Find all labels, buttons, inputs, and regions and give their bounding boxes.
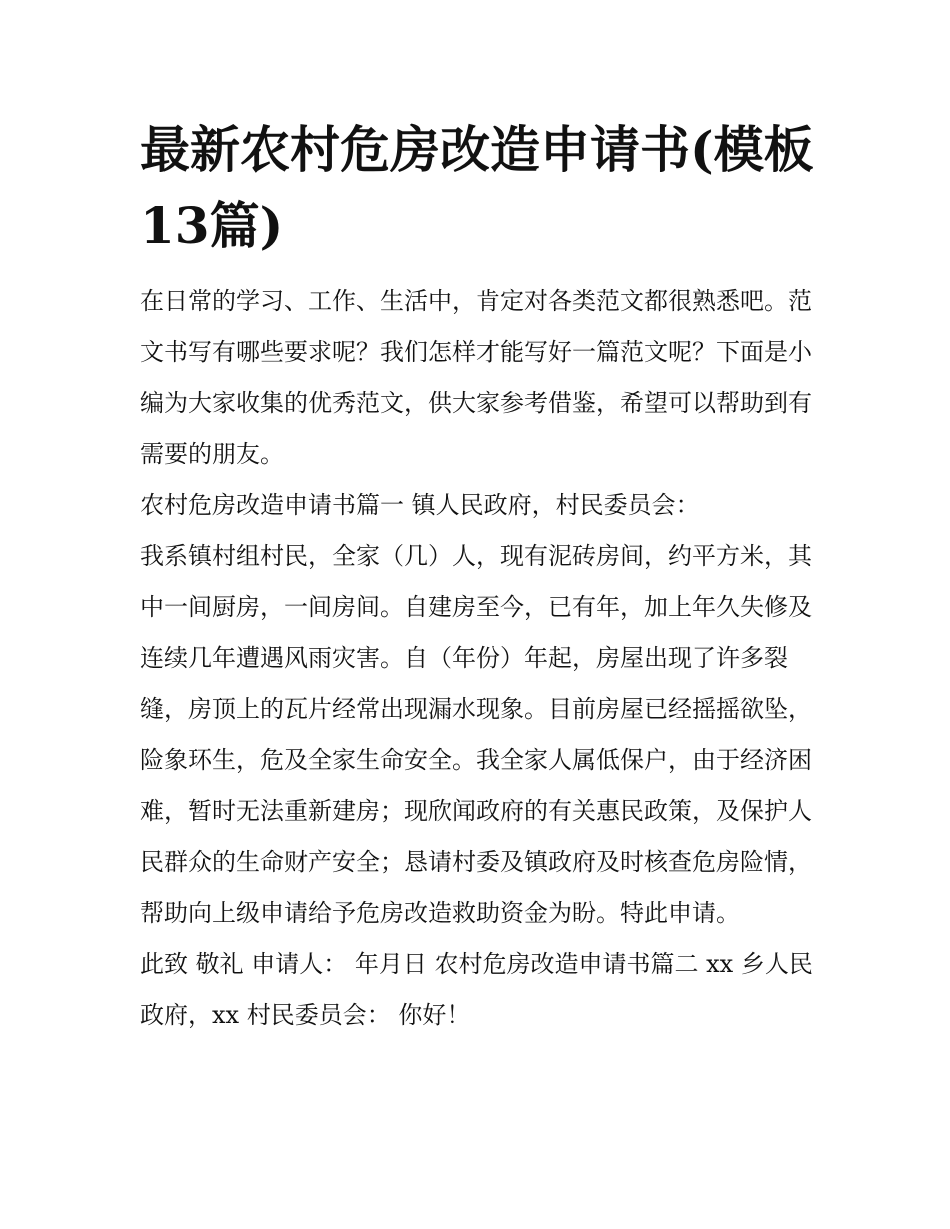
closing-paragraph: 此致 敬礼 申请人： 年月日 农村危房改造申请书篇二 xx 乡人民政府，xx 村民委员会： 你好！ [140,950,813,1029]
intro-paragraph: 在日常的学习、工作、生活中，肯定对各类范文都很熟悉吧。范文书写有哪些要求呢？我们怎样才能写好一篇范文呢？下面是小编为大家收集的优秀范文，供大家参考借鉴，希望可以帮助到有需要的朋友。 [140,287,812,468]
salutation-paragraph: 农村危房改造申请书篇一 镇人民政府，村民委员会： [140,491,700,519]
document-body [140,276,830,1041]
application-paragraph: 我系镇村组村民，全家（几）人，现有泥砖房间，约平方米，其中一间厨房，一间房间。自建房至今，已有年，加上年久失修及连续几年遭遇风雨灾害。自（年份）年起，房屋出现了许多裂缝，房顶上的瓦片经常出现漏水现象。目前房屋已经摇摇欲坠，险象环生，危及全家生命安全。我全家人属低保户，由于经济困难，暂时无法重新建房；现欣闻政府的有关惠民政策，及保护人民群众的生命财产安全；恳请村委及镇政府及时核查危房险情，帮助向上级申请给予危房改造救助资金为盼。特此申请。 [140,542,812,927]
document-title: 最新农村危房改造申请书(模板13篇) [140,120,814,255]
